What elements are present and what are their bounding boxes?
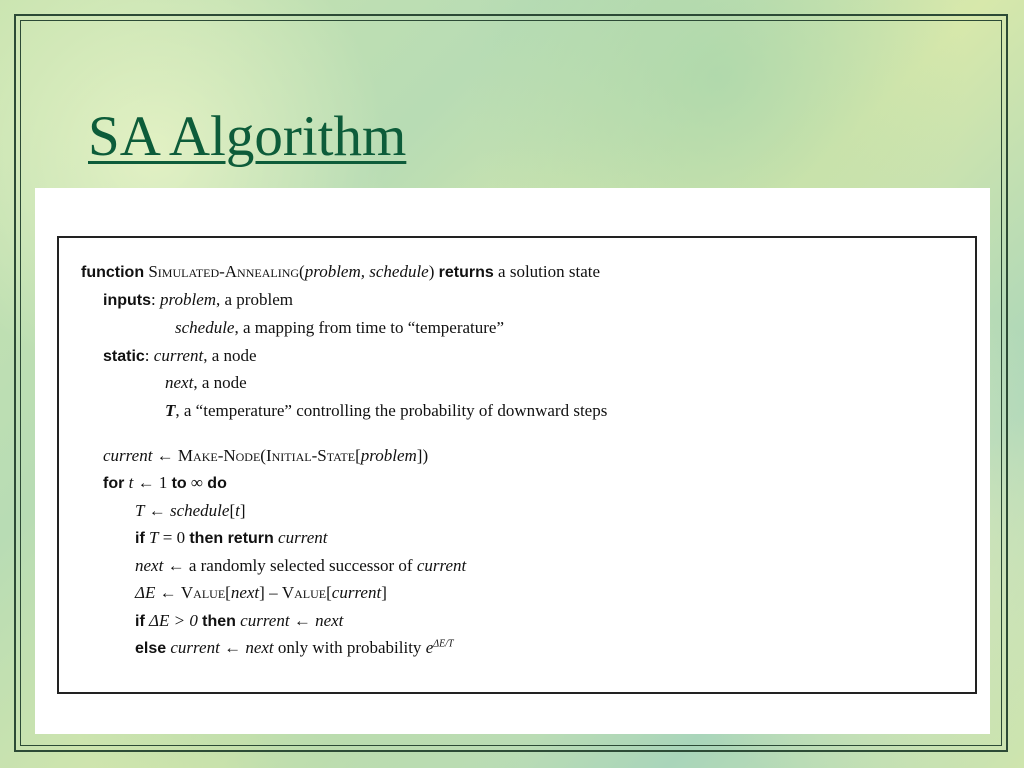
slide-title: SA Algorithm [88, 105, 407, 168]
algo-line-static: static: current, a node [103, 346, 257, 365]
algo-line-schedule-step: T ← schedule[t] [135, 501, 246, 520]
algo-line-successor: next ← a randomly selected successor of current [135, 556, 467, 575]
algo-line-inputs: inputs: problem, a problem [103, 290, 293, 309]
algo-line-schedule: schedule, a mapping from time to “temperature” [175, 318, 505, 337]
algo-line-if-delta: if ΔE > 0 then current ← next [135, 611, 344, 630]
algo-line-if-return: if T = 0 then return current [135, 528, 328, 547]
algorithm-box [57, 236, 977, 694]
algo-line-next: next, a node [165, 373, 247, 392]
algo-line-function: function Simulated-Annealing(problem, schedule) returns a solution state [81, 262, 601, 281]
algo-line-init: current ← Make-Node(Initial-State[problem]) [103, 446, 429, 465]
algo-line-else: else current ← next only with probability $e^{\Delta E/T}$ [135, 638, 454, 657]
algo-line-for: for t ← 1 to ∞ do [103, 473, 227, 492]
algorithm-figure [35, 188, 990, 734]
algo-line-temperature: T, a “temperature” controlling the probability of downward steps [165, 401, 608, 420]
algo-line-delta: ΔE ← Value[next] – Value[current] [135, 583, 387, 602]
